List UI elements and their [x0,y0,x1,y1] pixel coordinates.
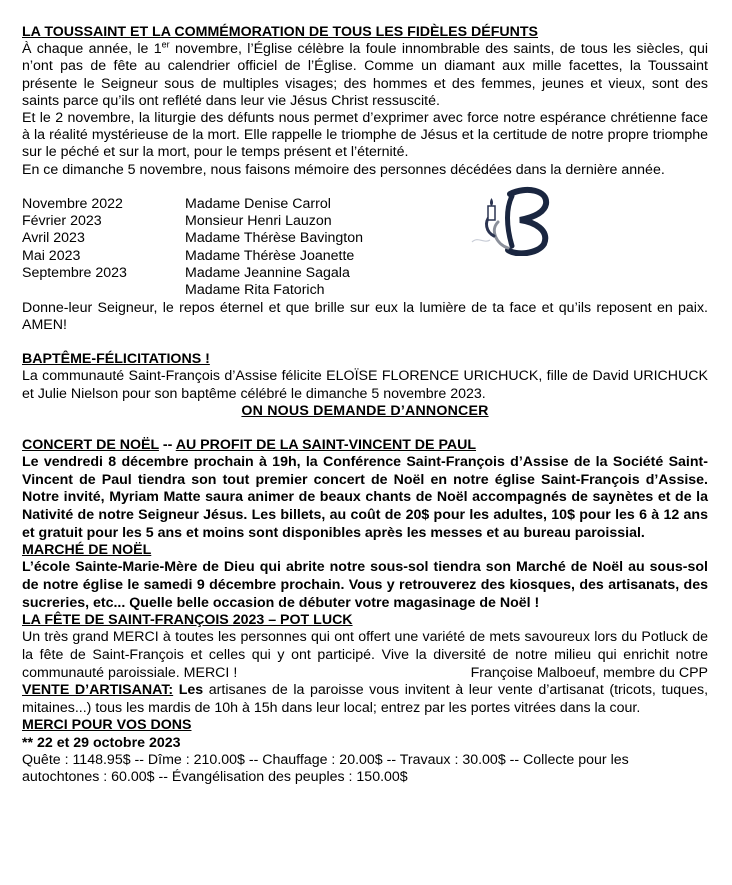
vente-body: artisanes de la paroisse vous invitent à leur vente d’artisanat (tricots, tuques, mitaines...) tous les mardis de 10h à 15h dans leur local; entrez par les portes vitrées dans la cour. [22,682,709,716]
memorial-name: Madame Thérèse Bavington [185,230,363,247]
memorial-list [22,196,708,300]
concert-body: Le vendredi 8 décembre prochain à 19h, la Conférence Saint-François d’Assise de la Société Saint-Vincent de Paul tiendra son tout premier concert de Noël en notre église Saint-François d’Assise. Notre invité, Myriam Matte saura animer de beaux chants de Noël accompagnés de saynètes et de la Nativité de notre Seigneur Jésus. Les billets, au coût de 20$ pour les adultes, 10$ pour les 6 à 12 ans et gratuit pour les 5 ans et moins sont disponibles après les messes et au bureau paroissial. [22,454,708,541]
memorial-date: Novembre 2022 [22,195,123,212]
memorial-row [22,213,708,230]
bapteme-body: La communauté Saint-François d’Assise félicite ELOÏSE FLORENCE URICHUCK, fille de David URICHUCK et Julie Nielson pour son baptême célébré le dimanche 5 novembre 2023. [22,368,708,402]
bapteme-heading: BAPTÊME-FÉLICITATIONS ! [22,351,210,368]
concert-heading-title: CONCERT DE NOËL [22,437,159,454]
fete-body [22,629,708,682]
toussaint-paragraph-1 [22,41,708,110]
toussaint-heading: LA TOUSSAINT ET LA COMMÉMORATION DE TOUS LES FIDÈLES DÉFUNTS [22,24,539,40]
vente-lead: Les [173,682,204,699]
memorial-row [22,282,708,299]
memorial-name: Madame Thérèse Joanette [185,247,355,264]
memorial-date: Avril 2023 [22,230,85,247]
toussaint-paragraph-3: En ce dimanche 5 novembre, nous faisons mémoire des personnes décédées dans la dernière année. [22,161,665,178]
memorial-date: Mai 2023 [22,247,81,264]
memorial-row [22,196,708,213]
toussaint-p1-start: À chaque année, le 1 [22,41,162,58]
fete-heading: LA FÊTE DE SAINT-FRANÇOIS 2023 – POT LUCK [22,612,353,629]
memorial-date: Février 2023 [22,213,102,230]
marche-heading: MARCHÉ DE NOËL [22,542,152,559]
announce-heading: ON NOUS DEMANDE D’ANNONCER [241,402,489,419]
concert-heading [22,437,708,454]
vente-heading: VENTE D’ARTISANAT: [22,682,174,699]
memorial-date: Septembre 2023 [22,265,127,282]
memorial-row [22,265,708,282]
fete-body-text: Un très grand MERCI à toutes les personnes qui ont offert une variété de mets savoureux lors du Potluck de la fête de Saint-François et celles qui y ont participé. Vive la diversité de notre milieu qui enrichit notre communauté paroissiale. MERCI ! [22,629,708,681]
concert-heading-beneficiary: AU PROFIT DE LA SAINT-VINCENT DE PAUL [175,437,477,454]
marche-body: L’école Sainte-Marie-Mère de Dieu qui abrite notre sous-sol tiendra son Marché de Noël au sous-sol de notre église le samedi 9 décembre prochain. Vous y retrouverez des kiosques, des artisanats, des sucreries, etc... Quelle belle occasion de débuter votre magasinage de Noël ! [22,559,708,611]
toussaint-paragraph-2: Et le 2 novembre, la liturgie des défunts nous permet d’exprimer avec force notre espérance chrétienne face à la réalité mystérieuse de la mort. Elle rappelle le triomphe de Jésus et la certitude de notre propre triomphe sur le péché et sur la mort, pour le temps présent et l’éternité. [22,110,708,161]
memorial-name: Madame Rita Fatorich [185,282,325,299]
concert-heading-separator: -- [158,437,176,454]
memorial-name: Monsieur Henri Lauzon [185,213,332,230]
dons-dates: ** 22 et 29 octobre 2023 [22,734,181,751]
candle-embrace-icon [468,186,554,256]
memorial-row [22,248,708,265]
prayer-text: Donne-leur Seigneur, le repos éternel et que brille sur eux la lumière de ta face et qu’ils reposent en paix. AMEN! [22,299,708,334]
fete-signature: Françoise Malboeuf, membre du CPP [470,664,708,681]
dons-heading: MERCI POUR VOS DONS [22,717,192,734]
memorial-row [22,230,708,247]
memorial-name: Madame Jeannine Sagala [185,265,350,282]
toussaint-p1-end: novembre, l’Église célèbre la foule innombrable des saints, de tous les siècles, qui n’ont pas de fête au calendrier officiel de l’Église. Comme un diamant aux mille facettes, la Toussaint présente le Seigneur sous de multiples visages; des hommes et des femmes, jeunes et vieux, sont des saints parce qu’ils ont reflété dans leur vie Jésus Christ ressuscité. [22,41,708,109]
memorial-date [22,282,185,299]
ordinal-superscript: er [161,39,170,50]
memorial-name: Madame Denise Carrol [185,195,331,212]
dons-line: Quête : 1148.95$ -- Dîme : 210.00$ -- Chauffage : 20.00$ -- Travaux : 30.00$ -- Collecte pour les autochtones : 60.00$ -- Évangélisation des peuples : 150.00$ [22,751,629,785]
vente-paragraph [22,682,708,717]
